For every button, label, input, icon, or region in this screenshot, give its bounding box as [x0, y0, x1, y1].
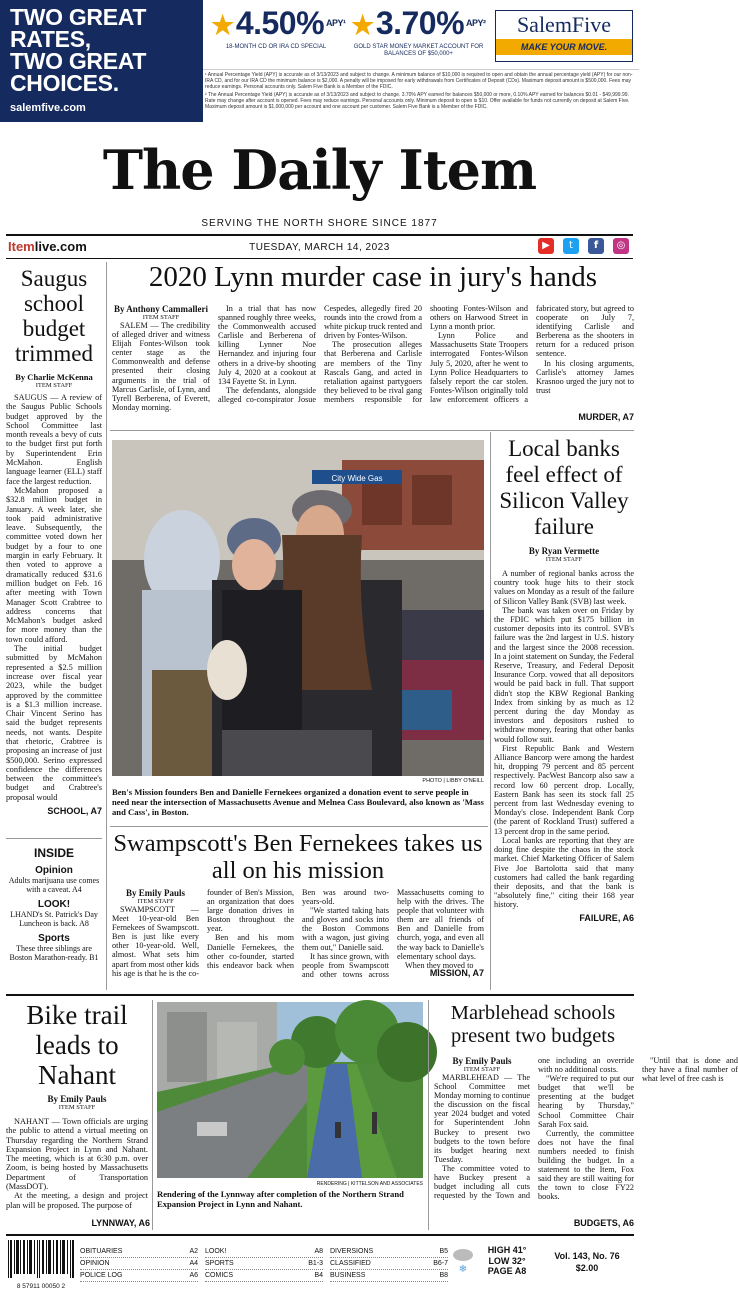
banks-staff: ITEM STAFF — [545, 556, 583, 563]
lynn-para: In his closing arguments, Carlisle's attorney James Krasnoo urged the jury not to trust — [536, 358, 634, 395]
swamp-para: "We started taking hats and gloves and socks into the Boston Commons with a wagon, just giving them out," Danielle said. — [302, 906, 389, 952]
snow-cloud-icon — [452, 1246, 474, 1276]
site-prefix: Item — [8, 239, 35, 254]
bike-article — [6, 1000, 148, 1210]
marble-para: The committee voted to have Buckey present a budget including all cuts requested by the Town and one including an override with no additional costs. — [434, 1056, 634, 1201]
weather-high: HIGH 41° — [487, 1245, 527, 1255]
banks-jump[interactable]: FAILURE, A6 — [579, 912, 634, 923]
index-page: B6-7 — [433, 1260, 448, 1267]
weather-box[interactable] — [478, 1245, 536, 1277]
bike-byline: By Emily Pauls — [47, 1094, 107, 1104]
ad-rate-2-sup: APY² — [466, 18, 486, 28]
index-row[interactable] — [205, 1246, 323, 1258]
lynn-headline[interactable] — [112, 262, 634, 294]
ad-rate-1-value: 4.50% — [235, 5, 325, 41]
marble-headline[interactable] — [432, 1002, 634, 1048]
inside-box — [6, 846, 102, 962]
column-rule — [152, 1000, 153, 1230]
index-column — [330, 1246, 448, 1282]
ad-headline-line: TWO GREAT — [10, 4, 147, 30]
inside-item[interactable] — [6, 899, 102, 928]
marble-para: "Until that is done and they have a final number of what level of free cash is — [642, 1056, 738, 1084]
inside-item-head: LOOK! — [37, 899, 71, 910]
inside-title: INSIDE — [33, 846, 74, 860]
newspaper-title: The Daily Item — [102, 138, 537, 202]
inside-item-text: These three siblings are Boston Marathon-ready. B1 — [9, 944, 99, 962]
swamp-staff: ITEM STAFF — [137, 898, 174, 905]
index-section: OBITUARIES — [80, 1248, 123, 1255]
marble-para: Currently, the committee does not have the final numbers needed to finish building the budget. In a statement to the Item, Fox said they are still waiting for the town to close FY22 books. — [538, 1128, 634, 1202]
ad-fine-1: ¹ Annual Percentage Yield (APY) is accurate as of 3/13/2023 and subject to change. A minimum balance of $10,000 is required to open and obtain the annual percentage yield (APY) for our non-IRA CD, and for our IRA CD the minimum balance is $2,000. A penalty will be imposed for early withdrawals from Certificates of Deposit (CDs). Maximum deposit amount is $500,000. Fees may reduce earnings. Personal accounts only. Salem Five Bank is a Member of the FDIC. — [205, 72, 633, 90]
instagram-icon[interactable]: ◎ — [613, 238, 629, 254]
inside-item-text: Adults marijuana use comes with a caveat. A4 — [8, 876, 100, 894]
index-row[interactable] — [205, 1270, 323, 1282]
star-icon: ★ — [351, 10, 374, 40]
marble-article — [434, 1056, 738, 1218]
index-row[interactable] — [205, 1258, 323, 1270]
rendering-caption: Rendering of the Lynnway after completion of the Northern Strand Expansion Project in Lynn and Nahant. — [157, 1189, 404, 1209]
swamp-para: Ben and his mom Danielle Fernekees, the other co-founder, started this endeavor back when Ben was around two-years-old. — [207, 888, 389, 970]
marble-para: "We're required to put our budget that we'll be presenting at the budget hearing by Thursday," School Committee Chair Sarah Fox said. — [538, 1074, 634, 1129]
index-section: POLICE LOG — [80, 1272, 123, 1279]
bike-staff: ITEM STAFF — [58, 1104, 96, 1111]
site-suffix: live.com — [34, 239, 87, 254]
lynn-para: The defendants, alongside alleged co-conspirator Josue Cespedes, allegedly fired 20 rounds into the crowd from a white pickup truck rented and driven by Fontes-Wilson. — [218, 304, 422, 404]
saugus-staff: ITEM STAFF — [35, 382, 73, 389]
issue-info — [540, 1250, 634, 1274]
column-rule — [106, 262, 107, 990]
ad-brand-tag: MAKE YOUR MOVE. — [496, 39, 632, 55]
banks-para: Local banks are reporting that they are doing fine despite the chaos in the stock market. Chief Marketing Officer of Salem Five Joe Bartolotta said that many customers had called the bank regarding their deposits, and that the bank is "absolutely fine," citing their 168 year history. — [494, 835, 634, 910]
column-rule — [428, 1000, 429, 1230]
index-row[interactable] — [80, 1258, 198, 1270]
inside-item[interactable] — [6, 933, 102, 962]
index-page: B5 — [439, 1248, 448, 1255]
banks-headline[interactable]: Local banks feel effect of Silicon Valley failure — [499, 436, 629, 539]
marble-jump[interactable]: BUDGETS, A6 — [573, 1218, 634, 1228]
bike-para: NAHANT — Town officials are urging the public to attend a virtual meeting on Thursday regarding the Northern Strand Expansion Project in Lynn and Nahant. The meeting, which is at 6:30 p.m. over Zoom, is being hosted by Massachusetts Department of Transportation (MassDOT). — [6, 1117, 148, 1192]
ad-rate-2-value: 3.70% — [375, 5, 465, 41]
volume-number: Vol. 143, No. 76 — [554, 1251, 620, 1261]
lynn-byline: By Anthony Cammalleri — [113, 304, 208, 314]
banks-para: A number of regional banks across the country took huge hits to their stock values on Monday as a result of the failure of Silicon Valley Bank (SVB) last week. — [494, 569, 634, 606]
banks-para: The bank was taken over on Friday by the FDIC which put $175 billion in customer deposits into its control. SVB's failure was the 2nd largest in U.S. history and the largest since the 2008 recession. In a joint statement on Sunday, the Federal Reserve, Treasury, and Federal Deposit Insurance Corp. vowed that all depositors would be paid back in full. That support didn't stop the KBW Regional Banking Index from sinking by as much as 12 percent during the day Monday as investors and depositors rushed to withdraw money, fearing that other banks would follow suit. — [494, 605, 634, 744]
ad-rate-2 — [351, 6, 486, 58]
index-row[interactable] — [330, 1270, 448, 1282]
index-section: COMICS — [205, 1272, 233, 1279]
divider — [6, 1234, 634, 1236]
ad-rate-1-sup: APY¹ — [326, 18, 346, 28]
rendering-credit: RENDERING | KITTELSON AND ASSOCIATES — [316, 1181, 423, 1187]
banks-byline: By Ryan Vermette — [528, 546, 600, 556]
swamp-para: SWAMPSCOTT — Meet 10-year-old Ben Fernekees of Swampscott. Ben is just like every other 10-year-old. Well, almost. What sets him apart from most other kids his age is that he is the co-founder of Ben's Mission, an organization that does large donation drives in Boston throughout the year. — [112, 888, 294, 978]
banks-para: First Republic Bank and Western Alliance Bancorp were among the hardest hit, dropping 79 percent and 85 percent respectively. PacWest Bancorp also saw a record low 60 percent drop. Locally, Eastern Bank has seen its stock fall 25 percent from last Wednesday evening to Monday's close. Independent Bank Corp (the parent of Rockland Trust) suffered a 13 percent drop in the same period. — [494, 743, 634, 836]
marble-para: MARBLEHEAD — The School Committee met Monday morning to continue the discussion on the fiscal year 2024 budget and voted for Superintendent John Buckey to present two budgets to the town before its budget hearing next Tuesday. — [434, 1073, 530, 1164]
lynnway-rendering[interactable] — [157, 1002, 423, 1178]
barcode-icon — [6, 1240, 76, 1278]
marble-headline-text: Marblehead schools present two budgets — [450, 1002, 616, 1047]
star-icon: ★ — [211, 10, 234, 40]
index-page: A8 — [314, 1248, 323, 1255]
saugus-para: The initial budget submitted by McMahon represented a $2.5 million increase over fiscal year 2023, while the budget approved by the committee is a $1.3 million increase. Chair Vincent Serino has said the budget represents needs, not wants. Despite that rhetoric, Crabtree is proposing an increase of just $500,000. Serino expressed confidence the differences between the committee's budget and Crabtree's proposal would — [6, 644, 102, 802]
marble-staff: ITEM STAFF — [463, 1066, 501, 1073]
ad-fine-2: ² The Annual Percentage Yield (APY) is accurate as of 3/13/2023 and subject to change. 3.70% APY earned for balances $50,000 or more, 0.10% APY earned for balances $0.01 - $49,999.99. Rate may change after account is opened. Fees may reduce earnings. Personal accounts only. Minimum deposit to open is $10. Offer available for funds not currently on deposit at Salem Five. Maximum deposit amount is $1,000,000 per account and one account per customer. Salem Five Bank is a Member of the FDIC. — [205, 92, 630, 110]
mission-photo-illustration — [112, 440, 484, 776]
swamp-headline-text: Swampscott's Ben Fernekees takes us all on his mission — [113, 830, 483, 884]
swamp-byline: By Emily Pauls — [125, 888, 185, 898]
index-page: A2 — [189, 1248, 198, 1255]
facebook-icon[interactable]: f — [588, 238, 604, 254]
barcode-number: 8 57911 00050 2 — [16, 1283, 66, 1290]
marble-byline: By Emily Pauls — [452, 1056, 512, 1066]
ad-rate-2-desc: GOLD STAR MONEY MARKET ACCOUNT FOR BALANCES OF $50,000+ — [353, 44, 484, 57]
index-section: SPORTS — [205, 1260, 234, 1267]
column-rule — [490, 432, 491, 990]
ad-brand: SalemFive — [516, 12, 612, 37]
ad-url[interactable]: salemfive.com — [10, 102, 86, 114]
advertisement-banner[interactable] — [0, 0, 639, 122]
index-section: LOOK! — [205, 1248, 227, 1255]
divider — [6, 994, 634, 996]
index-page: B1-3 — [308, 1260, 323, 1267]
masthead-tagline: SERVING THE NORTH SHORE SINCE 1877 — [201, 218, 438, 229]
ad-headline-line: RATES, — [10, 26, 91, 52]
lynn-para: SALEM — The credibility of alleged driver and witness Elijah Fontes-Wilson took center stage as the Commonwealth and defense presented their closing arguments in the trial of Marcus Carlisle, of Lynn, and Tyrell Berberena, of Everett, Monday morning. — [112, 321, 210, 412]
swamp-jump[interactable]: MISSION, A7 — [429, 968, 484, 978]
lynnway-rendering-illustration — [157, 1002, 423, 1178]
saugus-jump[interactable]: SCHOOL, A7 — [47, 806, 102, 817]
index-section: CLASSIFIED — [330, 1260, 371, 1267]
photo-caption: Ben's Mission founders Ben and Danielle Fernekees organized a donation event to serve people in need near the intersection of Massachusetts Avenue and Melnea Cass Boulevard, also known as 'Mass and Cass', in Boston. — [112, 787, 484, 817]
divider — [6, 838, 102, 839]
index-section: BUSINESS — [330, 1272, 366, 1279]
swamp-headline[interactable] — [110, 830, 486, 884]
saugus-headline[interactable]: Saugus school budget trimmed — [15, 266, 93, 366]
lynn-para: In a trial that has now spanned roughly three weeks, the Commonwealth accused Carlisle and Berberena of killing Lynner Noe Hernandez and injuring four others in a drive-by shooting July 4, 2020 at a cookout at 134 Fayette St. in Lynn. — [218, 304, 316, 386]
index-section: OPINION — [80, 1260, 110, 1267]
lynn-para: The prosecution alleges that Berberena and Carlisle are members of the Tiny Rascals Gang, and acted in retaliation against partygoers they believed to be rival gang members responsible for shooting Fontes-Wilson and others on Harwood Street in Lynn a month prior. — [324, 304, 528, 404]
price: $2.00 — [575, 1263, 599, 1273]
ad-rate-1-desc: 18-MONTH CD OR IRA CD SPECIAL — [225, 44, 327, 50]
index-row[interactable] — [330, 1258, 448, 1270]
salemfive-logo — [495, 10, 633, 62]
issue-date: TUESDAY, MARCH 14, 2023 — [249, 242, 390, 253]
index-row[interactable] — [80, 1246, 198, 1258]
photo-sign-text: City Wide Gas — [331, 474, 383, 483]
saugus-para: McMahon proposed a $32.8 million budget in January. A week later, she took paid administrative leave. Subsequently, the committee voted down her budget by a four to one margin in early February. It then voted to approve a dramatically reduced $31.6 million budget on Feb. 16 after meeting with Town Manager Scott Crabtree to address concerns that McMahon's budget asked for more money than the town could afford. — [6, 485, 102, 644]
divider — [6, 258, 633, 259]
index-page: A4 — [189, 1260, 198, 1267]
index-page: B8 — [439, 1272, 448, 1279]
twitter-icon[interactable]: t — [563, 238, 579, 254]
weather-low: LOW 32° — [488, 1255, 526, 1266]
lynn-para: Lynn Police and Massachusetts State Troopers interrogated Fontes-Wilson July 5, 2020, after he went to Lynn Police Headquarters to falsely report the car stolen. Fontes-Wilson originally told law enforcement officers a fabricated story, but agreed to cooperate on July 7, identifying Carlisle and Berberena as the shooters in return for a reduced prison sentence. — [430, 304, 634, 404]
lynn-headline-text: 2020 Lynn murder case in jury's hands — [148, 261, 598, 293]
bike-para: At the meeting, a design and project plan will be proposed. The purpose of — [6, 1191, 148, 1210]
inside-item[interactable] — [6, 865, 102, 894]
divider — [110, 826, 488, 827]
lynn-jump[interactable]: MURDER, A7 — [578, 412, 634, 422]
photo-credit: PHOTO | LIBBY O'NEILL — [422, 778, 484, 784]
inside-item-head: Sports — [38, 933, 70, 944]
weather-snow-icon — [452, 1246, 474, 1276]
index-section: DIVERSIONS — [330, 1248, 374, 1255]
ad-fine-print — [205, 72, 635, 110]
ad-rate-1 — [211, 5, 346, 51]
ad-headline-block — [0, 0, 203, 122]
swamp-para: When they moved to — [405, 960, 474, 970]
swamp-para: It has since grown, with people from Swampscott and other towns across Massachusetts coming to help with the drives. The people that volunteer with them are all friends of Ben and Danielle from church, yoga, and even all the way back to Danielle's elementary school days. — [302, 888, 484, 979]
saugus-para: SAUGUS — A review of the Saugus Public Schools budget approved by the School Committee last month reveals a bevy of cuts to the budget first put forth by Superintendent Erin McMahon. English language learner (ELL) staff face the largest reduction. — [6, 393, 102, 486]
bike-headline[interactable]: Bike trail leads to Nahant — [26, 1000, 128, 1090]
ad-headline-line: CHOICES. — [10, 70, 119, 96]
inside-item-head: Opinion — [35, 865, 73, 876]
index-column — [80, 1246, 198, 1282]
saugus-byline: By Charlie McKenna — [15, 372, 93, 382]
ad-headline-line: TWO GREAT — [10, 48, 147, 74]
index-page: A6 — [189, 1272, 198, 1279]
index-page: B4 — [314, 1272, 323, 1279]
bike-jump[interactable]: LYNNWAY, A6 — [91, 1218, 150, 1228]
lynn-staff: ITEM STAFF — [142, 314, 180, 321]
youtube-icon[interactable]: ▶ — [538, 238, 554, 254]
svg-text:❄: ❄ — [458, 1264, 468, 1275]
index-column — [205, 1246, 323, 1282]
index-row[interactable] — [80, 1270, 198, 1282]
mission-photo[interactable] — [112, 440, 484, 776]
weather-page: PAGE A8 — [487, 1266, 527, 1276]
banks-article — [494, 436, 634, 923]
divider — [110, 430, 634, 431]
page-index — [80, 1246, 500, 1282]
barcode — [6, 1240, 76, 1288]
saugus-article — [6, 266, 102, 816]
inside-item-text: LHAND's St. Patrick's Day Luncheon is back. A8 — [10, 910, 98, 928]
divider — [6, 234, 633, 236]
index-row[interactable] — [330, 1246, 448, 1258]
